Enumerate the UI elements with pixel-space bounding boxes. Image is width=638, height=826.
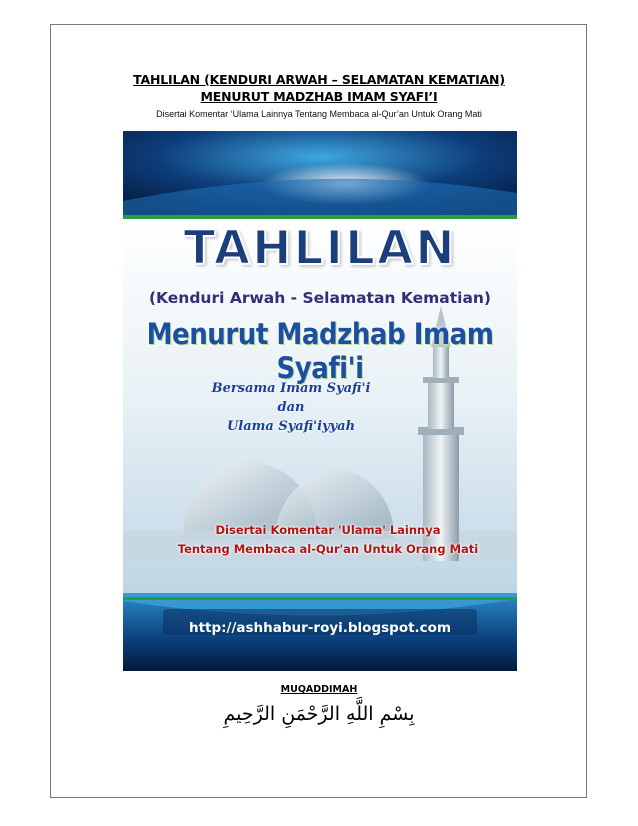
document-title-line-2: MENURUT MADZHAB IMAM SYAFI’I	[200, 89, 438, 104]
section-heading: MUQADDIMAH	[280, 684, 358, 695]
basmalah-text: بِسْمِ اللَّهِ الرَّحْمَنِ الرَّحِيمِ	[223, 703, 415, 725]
cover-title: TAHLILAN	[183, 221, 457, 276]
cover-komentar-line-1: Disertai Komentar 'Ulama' Lainnya	[215, 523, 441, 537]
cover-madzhab-line: Menurut Madzhab Imam Syafi'i	[146, 317, 494, 385]
cover-subtitle: (Kenduri Arwah - Selamatan Kematian)	[148, 289, 492, 307]
document-title-line-1: TAHLILAN (KENDURI ARWAH – SELAMATAN KEMATIAN)	[133, 72, 505, 87]
cover-bersama-line-2: Ulama Syafi'iyyah	[226, 419, 356, 434]
cover-komentar-line-2: Tentang Membaca al-Qur'an Untuk Orang Mati	[177, 542, 479, 556]
cover-bersama-text	[201, 379, 381, 436]
cover-url: http://ashhabur-royi.blogspot.com	[188, 620, 452, 636]
cover-image	[123, 131, 517, 671]
cover-komentar-text	[163, 521, 493, 559]
cover-bersama-line-1: Bersama Imam Syafi'i dan	[211, 381, 371, 415]
document-subtitle: Disertai Komentar ‘Ulama Lainnya Tentang Membaca al-Qur’an Untuk Orang Mati	[156, 109, 482, 119]
